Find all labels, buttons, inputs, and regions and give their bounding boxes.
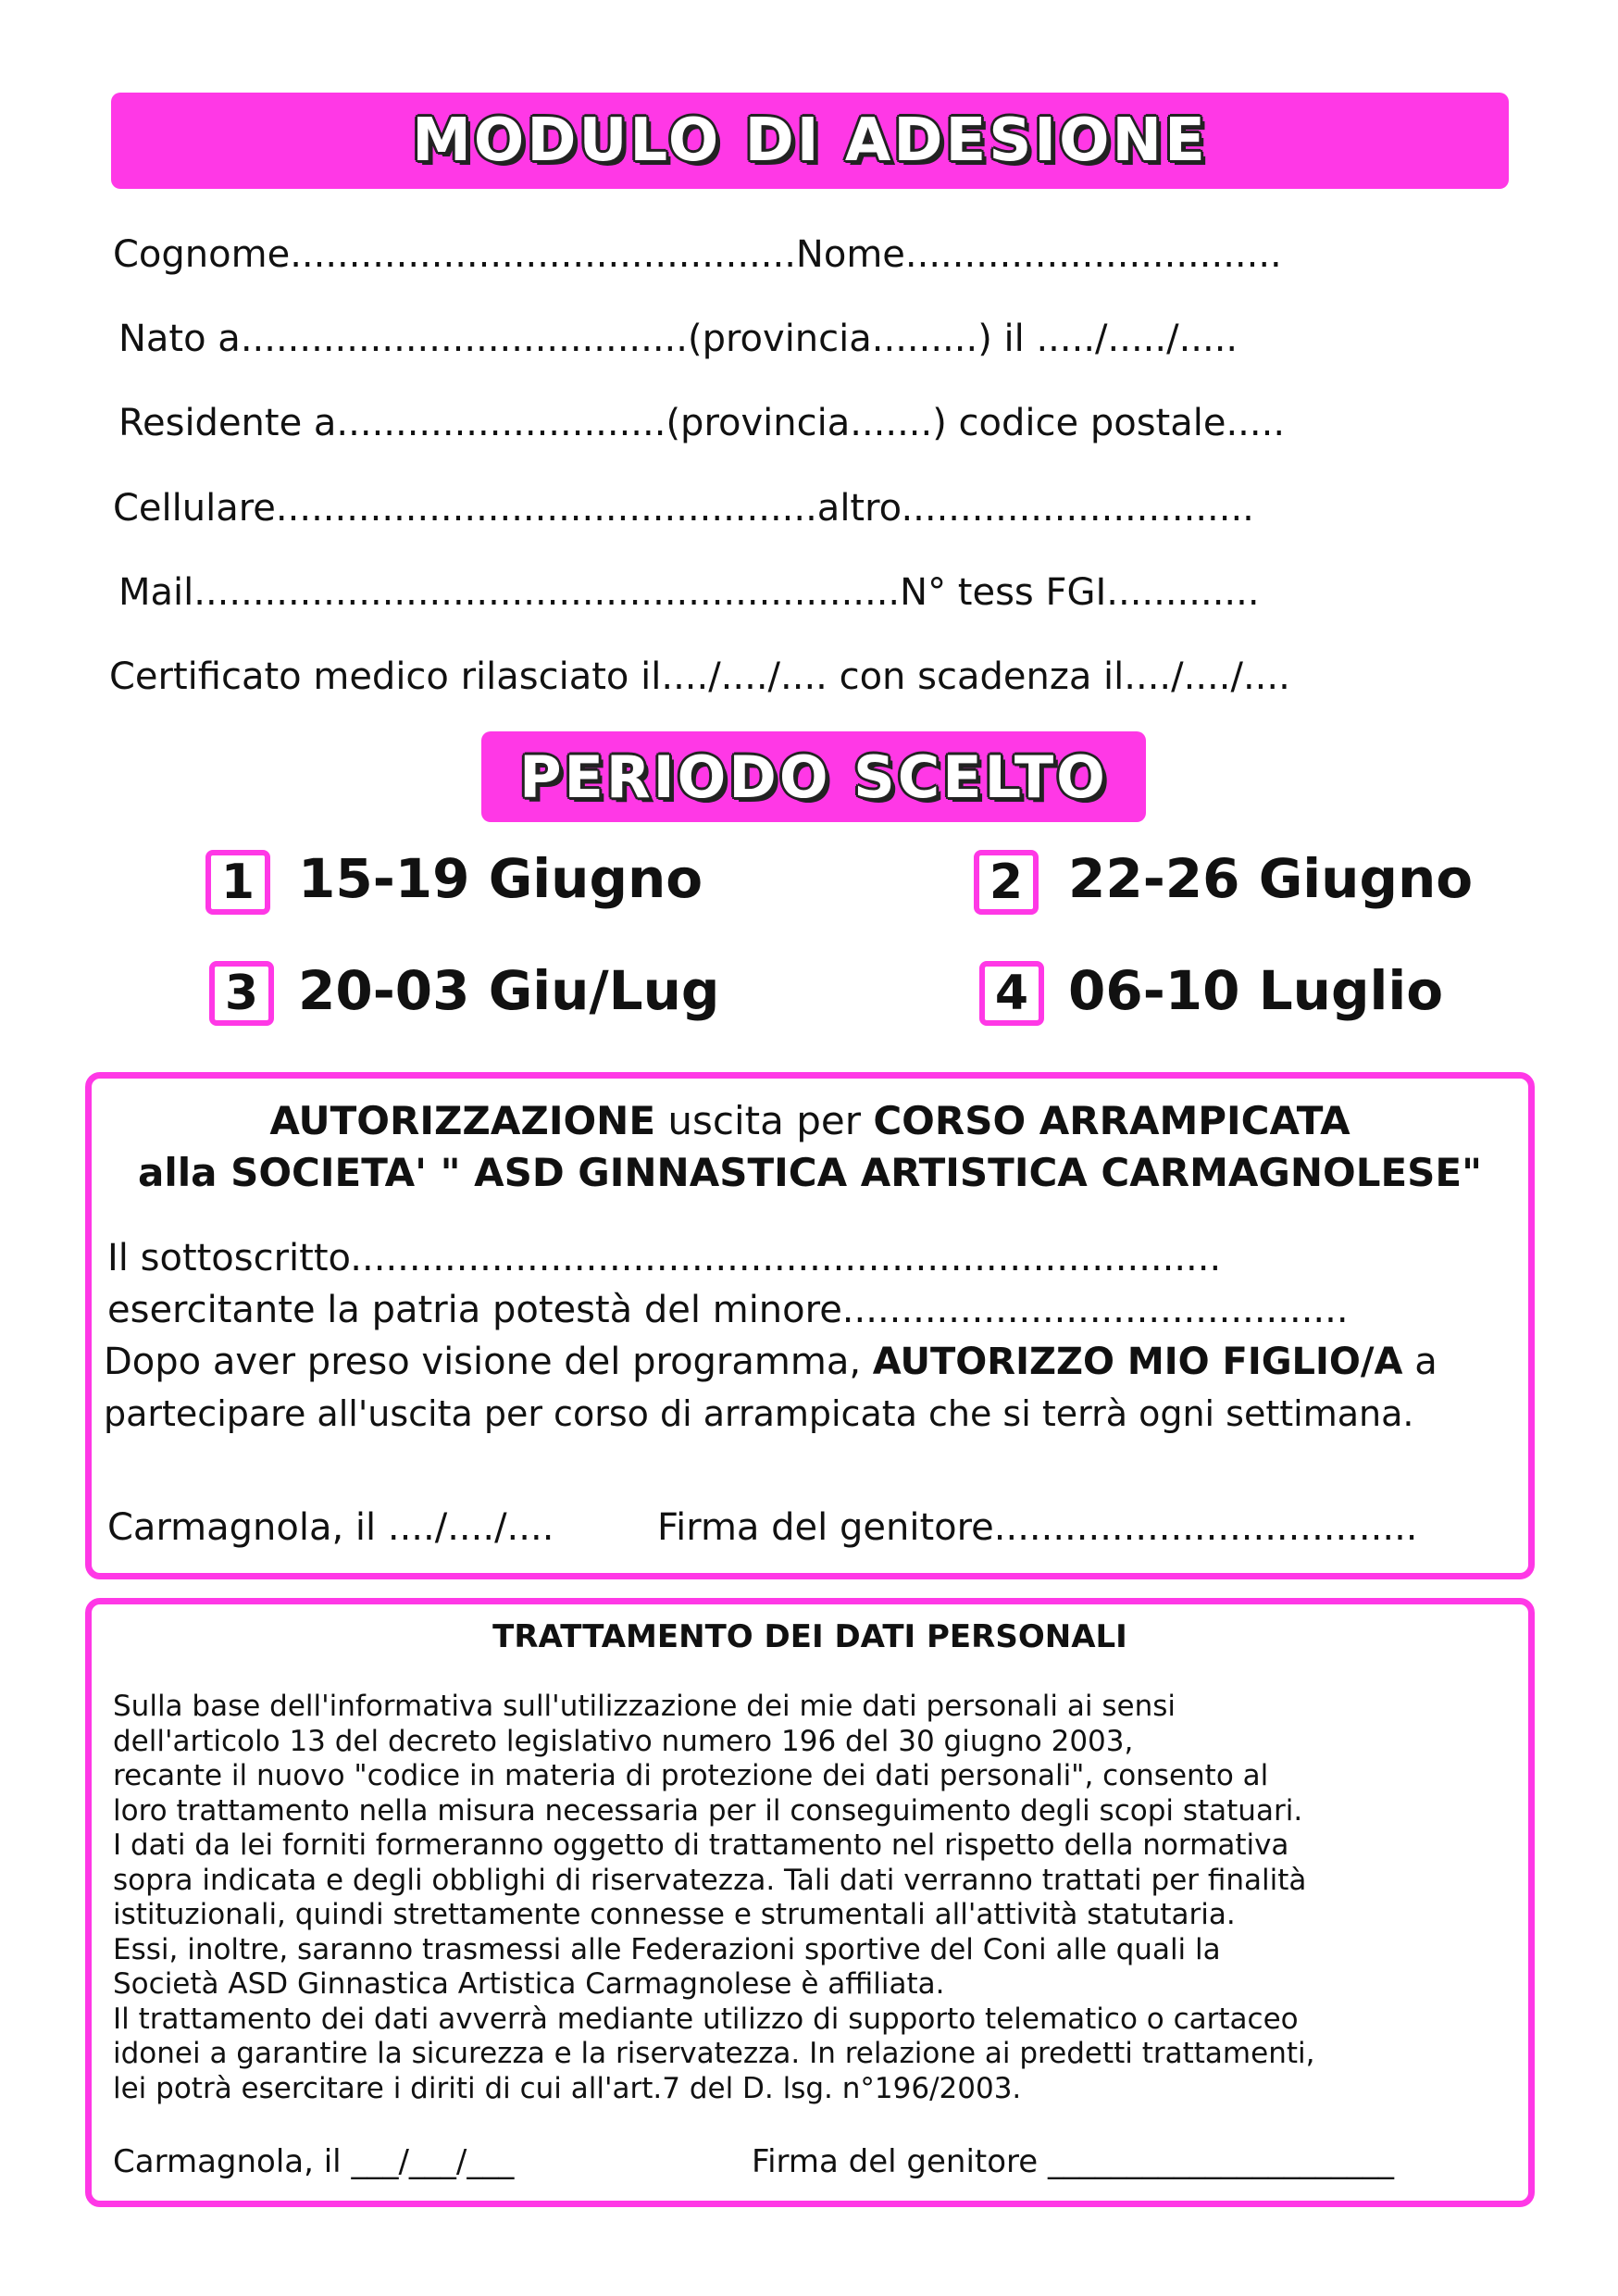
period-option-1-number: 1 — [220, 855, 255, 910]
period-option-4-checkbox[interactable] — [979, 961, 1044, 1026]
privacy-line: Società ASD Ginnastica Artistica Carmagnolese è affiliata. — [113, 1967, 945, 2001]
authorization-statement — [104, 1341, 1438, 1383]
period-option-2-checkbox[interactable] — [974, 850, 1039, 915]
undersigned-field[interactable]: Il sottoscritto.......................................................................... — [107, 1237, 1222, 1279]
page-title: MODULO DI ADESIONE — [412, 106, 1208, 175]
title-banner — [111, 93, 1509, 189]
privacy-heading: TRATTAMENTO DEI DATI PERSONALI — [492, 1618, 1127, 1655]
privacy-line: dell'articolo 13 del decreto legislativo numero 196 del 30 giugno 2003, — [113, 1724, 1134, 1758]
authorization-statement-line2: partecipare all'uscita per corso di arrampicata che si terrà ogni settimana. — [104, 1393, 1414, 1434]
privacy-line: istituzionali, quindi strettamente connesse e strumentali all'attività statutaria. — [113, 1898, 1236, 1931]
authorization-heading — [85, 1098, 1535, 1143]
authorization-society: alla SOCIETA' " ASD GINNASTICA ARTISTICA CARMAGNOLESE" — [138, 1150, 1482, 1195]
medical-certificate-field[interactable]: Certificato medico rilasciato il..../..../.... con scadenza il..../..../.... — [109, 655, 1290, 698]
period-option-3-label: 20-03 Giu/Lug — [298, 959, 720, 1022]
period-option-3-number: 3 — [224, 966, 259, 1021]
authorization-statement-start: Dopo aver preso visione del programma, — [104, 1341, 873, 1383]
authorization-statement-end: a — [1402, 1341, 1438, 1383]
authorization-heading-bold2: CORSO ARRAMPICATA — [873, 1098, 1350, 1143]
privacy-line: I dati da lei forniti formeranno oggetto di trattamento nel rispetto della normativa — [113, 1828, 1289, 1862]
period-option-1-checkbox[interactable] — [205, 850, 270, 915]
privacy-line: idonei a garantire la sicurezza e la riservatezza. In relazione ai predetti trattamenti, — [113, 2037, 1315, 2070]
period-option-3-checkbox[interactable] — [209, 961, 274, 1026]
privacy-text — [113, 1690, 1538, 2106]
privacy-line: Sulla base dell'informativa sull'utilizzazione dei mie dati personali ai sensi — [113, 1690, 1176, 1723]
period-option-1-label: 15-19 Giugno — [298, 847, 703, 910]
authorization-heading-line2 — [85, 1150, 1535, 1195]
authorization-heading-mid: uscita per — [655, 1098, 874, 1143]
period-option-2-number: 2 — [989, 855, 1024, 910]
privacy-line: Essi, inoltre, saranno trasmessi alle Federazioni sportive del Coni alle quali la — [113, 1932, 1221, 1966]
period-option-2-label: 22-26 Giugno — [1068, 847, 1474, 910]
authorization-heading-bold1: AUTORIZZAZIONE — [269, 1098, 656, 1143]
period-heading: PERIODO SCELTO — [519, 742, 1108, 811]
privacy-line: Il trattamento dei dati avverrà mediante utilizzo di supporto telematico o cartaceo — [113, 2002, 1299, 2036]
surname-name-field[interactable]: Cognome...........................................Nome................................ — [113, 233, 1282, 276]
period-banner — [481, 731, 1146, 822]
privacy-line: lei potrà esercitare i diriti di cui all'art.7 del D. lsg. n°196/2003. — [113, 2071, 1022, 2105]
authorization-place-date[interactable]: Carmagnola, il ..../..../.... — [107, 1506, 554, 1549]
period-option-4-label: 06-10 Luglio — [1068, 959, 1444, 1022]
privacy-signature[interactable]: Firma del genitore ______________________ — [752, 2143, 1395, 2180]
guardian-field[interactable]: esercitante la patria potestà del minore........................................... — [107, 1289, 1349, 1331]
privacy-place-date[interactable]: Carmagnola, il ___/___/___ — [113, 2143, 515, 2180]
phone-field[interactable]: Cellulare..............................................altro.............................. — [113, 487, 1254, 530]
privacy-line: recante il nuovo "codice in materia di protezione dei dati personali", consento al — [113, 1759, 1269, 1792]
residence-field[interactable]: Residente a............................(provincia.......) codice postale..... — [118, 402, 1286, 444]
birthplace-field[interactable]: Nato a......................................(provincia.........) il ...../...../..... — [118, 318, 1238, 360]
period-option-4-number: 4 — [994, 966, 1029, 1021]
privacy-line: sopra indicata e degli obblighi di riservatezza. Tali dati verranno trattati per finalità — [113, 1863, 1307, 1897]
authorization-signature[interactable]: Firma del genitore.................................... — [657, 1506, 1418, 1549]
email-field[interactable]: Mail............................................................N° tess FGI............. — [118, 571, 1260, 614]
privacy-line: loro trattamento nella misura necessaria per il conseguimento degli scopi statuari. — [113, 1793, 1303, 1828]
authorization-statement-bold: AUTORIZZO MIO FIGLIO/A — [872, 1341, 1403, 1383]
